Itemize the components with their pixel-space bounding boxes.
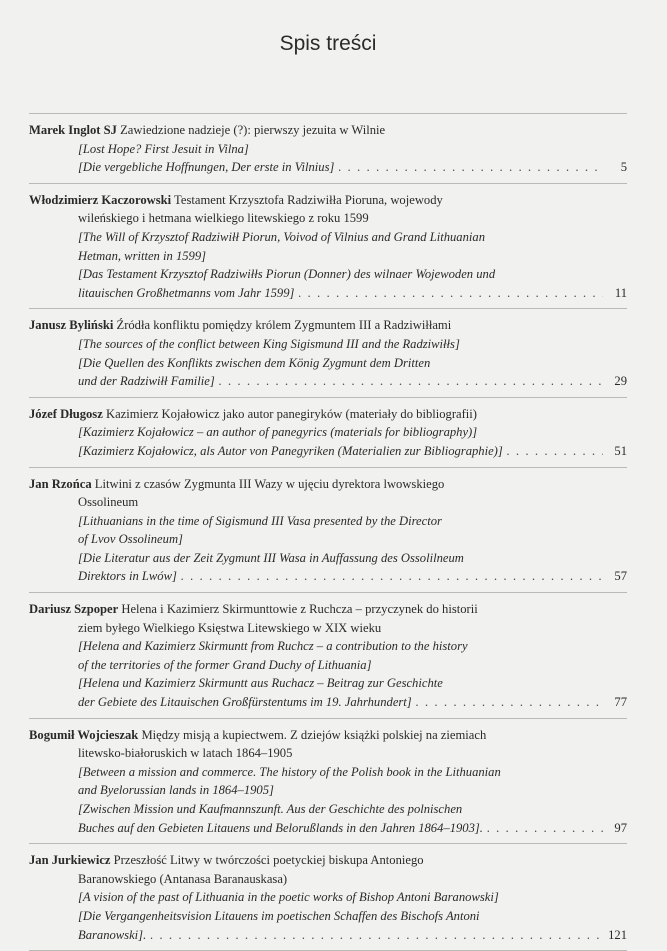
entry-title: Kazimierz Kojałowicz jako autor panegiryków (materiały do bibliografii) [105,406,477,421]
entry-translation-line [29,637,627,656]
entry-english-title: [Helena and Kazimierz Skirmuntt from Ruchcz – a contribution to the history [78,639,468,654]
entry-english-title: of the territories of the former Grand Duchy of Lithuania] [78,657,372,672]
entry-english-title: [The Will of Krzysztof Radziwiłł Piorun, Voivod of Vilnius and Grand Lithuanian [78,229,485,244]
entry-translation-line [29,354,627,373]
entry-title-line [29,726,627,745]
entry-author: Włodzimierz Kaczorowski [29,192,172,207]
toc-entry[interactable] [29,468,627,593]
entry-english-title: [Kazimierz Kojałowicz – an author of panegyrics (materials for bibliography)] [78,425,478,440]
entry-translation-line [29,442,627,461]
toc-list [29,114,627,951]
entry-german-title: Direktors in Lwów] [78,569,177,584]
page-number: 97 [614,820,627,835]
entry-english-title: [The sources of the conflict between King Sigismund III and the Radziwiłłs] [78,336,460,351]
entry-title: Litwini z czasów Zygmunta III Wazy w ujęciu dyrektora lwowskiego [94,476,445,491]
entry-german-title: und der Radziwiłł Familie] [78,374,215,389]
entry-author: Bogumił Wojcieszak [29,727,139,742]
dot-leader [507,442,603,461]
entry-title-line [29,600,627,619]
entry-german-title: [Das Testament Krzysztof Radziwiłłs Piorun (Donner) des wilnaer Wojewoden und [78,267,496,282]
entry-translation-line [29,284,627,303]
entry-translation-line [29,888,627,907]
entry-translation-line [29,907,627,926]
entry-translation-line [29,567,627,586]
entry-german-title: [Helena und Kazimierz Skirmuntt aus Ruchacz – Beitrag zur Geschichte [78,676,443,691]
entry-german-title: der Gebiete des Litauischen Großfürstentums im 19. Jahrhundert] [78,695,412,710]
entry-title: wileńskiego i hetmana wielkiego litewskiego z roku 1599 [78,211,369,226]
toc-entry[interactable] [29,309,627,396]
page-number: 29 [614,374,627,389]
toc-entry[interactable] [29,114,627,183]
entry-english-title: [A vision of the past of Lithuania in the poetic works of Bishop Antoni Baranowski] [78,890,499,905]
entry-title: Baranowskiego (Antanasa Baranauskasa) [78,871,288,886]
page-title: Spis treści [279,32,377,55]
entry-author: Dariusz Szpoper [29,602,119,617]
entry-author: Janusz Byliński [29,318,114,333]
entry-title: Helena i Kazimierz Skirmunttowie z Ruchcza – przyczynek do historii [121,602,478,617]
entry-translation-line [29,674,627,693]
toc-entry[interactable] [29,719,627,844]
entry-title-line [29,870,627,889]
entry-german-title: Buches auf den Gebieten Litauens und Belorußlands in den Jahren 1864–1903]. [78,820,483,835]
entry-title-line [29,209,627,228]
entry-translation-line [29,926,627,945]
entry-author: Jan Rzońca [29,476,92,491]
toc-entry[interactable] [29,184,627,309]
entry-author: Józef Długosz [29,406,103,421]
toc-entry[interactable] [29,593,627,718]
dot-leader [219,372,603,391]
entry-german-title: [Die vergebliche Hoffnungen, Der erste in Vilnius] [78,160,335,175]
dot-leader [416,693,603,712]
dot-leader [338,158,603,177]
entry-title: litewsko-białoruskich w latach 1864–1905 [78,746,293,761]
page-number: 51 [614,443,627,458]
entry-title-line [29,475,627,494]
entry-translation-line [29,335,627,354]
entry-translation-line [29,530,627,549]
entry-translation-line [29,247,627,266]
entry-title-line [29,744,627,763]
entry-english-title: of Lvov Ossolineum] [78,532,183,547]
entry-title-line [29,493,627,512]
entry-translation-line [29,800,627,819]
entry-german-title: Baranowski]. [78,927,147,942]
entry-title: Zawiedzione nadzieje (?): pierwszy jezuita w Wilnie [120,123,386,137]
entry-author: Jan Jurkiewicz [29,853,111,868]
entry-german-title: [Die Vergangenheitsvision Litauens im poetischen Schaffen des Bischofs Antoni [78,908,480,923]
dot-leader [181,567,603,586]
entry-german-title: litauischen Großhetmanns vom Jahr 1599] [78,285,295,300]
entry-title-line [29,316,627,335]
page-number: 5 [620,160,627,175]
entry-title: Ossolineum [78,495,139,510]
page-number: 77 [614,695,627,710]
entry-title-line [29,405,627,424]
entry-title-line [29,619,627,638]
entry-title: ziem byłego Wielkiego Księstwa Litewskiego w XIX wieku [78,620,382,635]
entry-translation-line [29,423,627,442]
entry-title: Testament Krzysztofa Radziwiłła Pioruna, wojewody [174,192,443,207]
entry-translation-line [29,781,627,800]
entry-translation-line [29,693,627,712]
entry-title: Przeszłość Litwy w twórczości poetyckiej biskupa Antoniego [113,853,424,868]
entry-german-title: [Kazimierz Kojałowicz, als Autor von Panegyriken (Materialien zur Bibliographie)] [78,443,503,458]
entry-title-line [29,121,627,140]
entry-title-line [29,851,627,870]
entry-translation-line [29,140,627,159]
page-number: 121 [608,927,627,942]
toc-entry[interactable] [29,398,627,467]
entry-translation-line [29,549,627,568]
dot-leader [150,926,603,945]
entry-english-title: [Between a mission and commerce. The history of the Polish book in the Lithuanian [78,764,501,779]
entry-english-title: [Lithuanians in the time of Sigismund III Vasa presented by the Director [78,513,442,528]
entry-german-title: [Die Quellen des Konflikts zwischen dem König Zygmunt dem Dritten [78,355,431,370]
entry-title-line [29,191,627,210]
entry-translation-line [29,819,627,838]
page-number: 57 [614,569,627,584]
entry-author: Marek Inglot SJ [29,123,117,137]
entry-title: Między misją a kupiectwem. Z dziejów książki polskiej na ziemiach [141,727,487,742]
toc-entry[interactable] [29,844,627,950]
entry-translation-line [29,656,627,675]
dot-leader [298,284,603,303]
entry-english-title: Hetman, written in 1599] [78,248,207,263]
entry-translation-line [29,372,627,391]
entry-translation-line [29,512,627,531]
page-number: 11 [614,285,627,300]
entry-translation-line [29,265,627,284]
entry-translation-line [29,763,627,782]
entry-english-title: [Lost Hope? First Jesuit in Vilna] [78,141,249,156]
entry-title: Źródła konfliktu pomiędzy królem Zygmuntem III a Radziwiłłami [116,318,452,333]
entry-english-title: and Byelorussian lands in 1864–1905] [78,783,274,798]
entry-german-title: [Die Literatur aus der Zeit Zygmunt III Wasa in Auffassung des Ossolilneum [78,550,464,565]
entry-translation-line [29,158,627,177]
entry-translation-line [29,228,627,247]
entry-german-title: [Zwischen Mission und Kaufmannszunft. Aus der Geschichte des polnischen [78,802,463,816]
dot-leader [487,819,603,838]
